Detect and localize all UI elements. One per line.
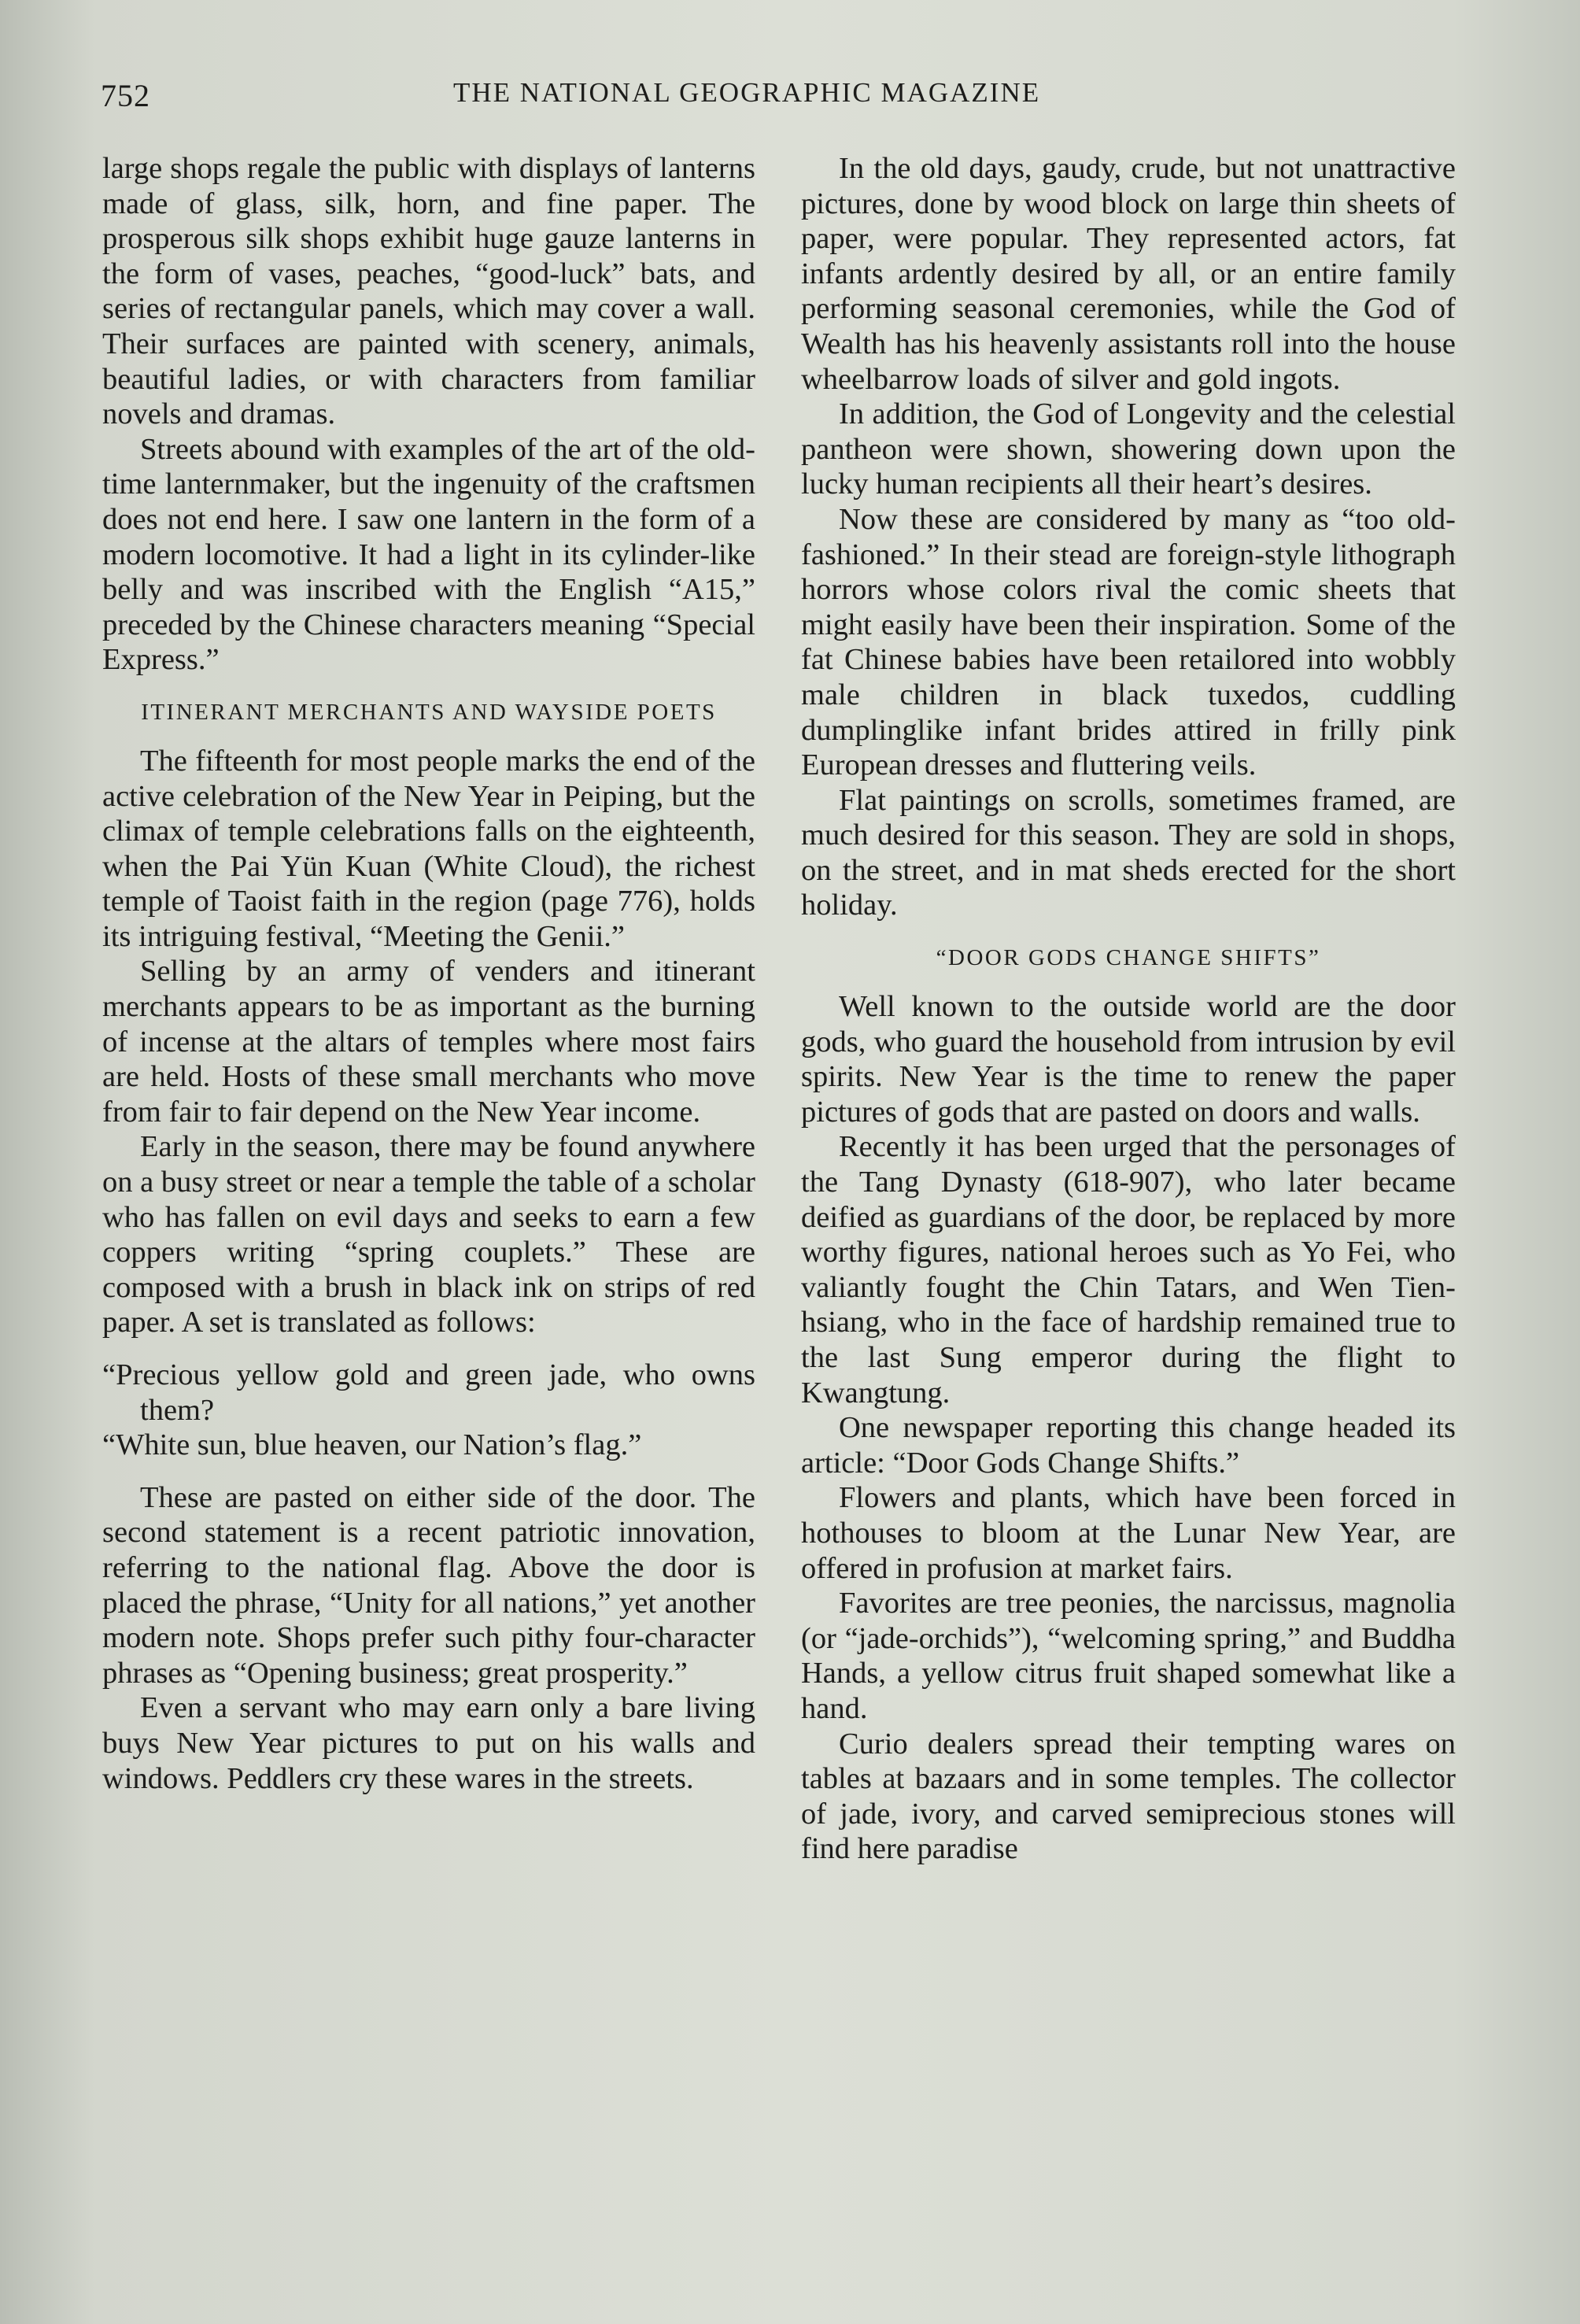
left-column — [102, 151, 755, 1796]
paragraph: Even a servant who may earn only a bare living buys New Year pictures to put on his walls and windows. Peddlers cry these wares in the streets. — [102, 1691, 755, 1795]
couplet-line: “Precious yellow gold and green jade, who owns them? — [102, 1358, 755, 1427]
paragraph: Recently it has been urged that the personages of the Tang Dynasty (618-907), who later became deified as guardians of the door, be replaced by more worthy figures, national heroes such as Yo Fei, who valiantly fought the Chin Tatars, and Wen Tien-hsiang, who in the face of hardship remained true to the last Sung emperor during the flight to Kwangtung. — [801, 1130, 1456, 1410]
paragraph: Well known to the outside world are the door gods, who guard the household from intrusion by evil spirits. New Year is the time to renew the paper pictures of gods that are pasted on doors and walls. — [801, 990, 1456, 1129]
section-heading: ITINERANT MERCHANTS AND WAYSIDE POETS — [141, 699, 717, 725]
section-heading: “DOOR GODS CHANGE SHIFTS” — [936, 945, 1321, 971]
paragraph: large shops regale the public with displays of lanterns made of glass, silk, horn, and fine paper. The prosperous silk shops exhibit huge gauze lanterns in the form of vases, peaches, “good-luck” bats, and series of rectangular panels, which may cover a wall. Their surfaces are painted with scenery, animals, beautiful ladies, or with characters from familiar novels and dramas. — [102, 152, 755, 431]
paragraph: One newspaper reporting this change headed its article: “Door Gods Change Shifts.” — [801, 1411, 1456, 1480]
paragraph: In addition, the God of Longevity and the celestial pantheon were shown, showering down upon the lucky human recipients all their heart’s desires. — [801, 397, 1456, 501]
paragraph: Now these are considered by many as “too old-fashioned.” In their stead are foreign-style lithograph horrors whose colors rival the comic sheets that might easily have been their inspiration. Some of the fat Chinese babies have been retailored into wobbly male children in black tuxedos, cuddling dumplinglike infant brides attired in frilly pink European dresses and fluttering veils. — [801, 502, 1456, 782]
paragraph: Curio dealers spread their tempting wares on tables at bazaars and in some temples. The collector of jade, ivory, and carved semiprecious stones will find here paradise — [801, 1727, 1456, 1866]
couplet-line: “White sun, blue heaven, our Nation’s flag.” — [102, 1428, 642, 1462]
paragraph: Selling by an army of venders and itinerant merchants appears to be as important as the burning of incense at the altars of temples where most fairs are held. Hosts of these small merchants who move from fair to fair depend on the New Year income. — [102, 955, 755, 1129]
right-column — [801, 151, 1456, 1867]
paragraph: These are pasted on either side of the door. The second statement is a recent patriotic innovation, referring to the national flag. Above the door is placed the phrase, “Unity for all nations,” yet another modern note. Shops prefer such pithy four-character phrases as “Opening business; great prosperity.” — [102, 1480, 755, 1690]
paragraph: Flowers and plants, which have been forced in hothouses to bloom at the Lunar New Year, are offered in profusion at market fairs. — [801, 1481, 1456, 1585]
page-header — [101, 77, 1486, 124]
running-title: THE NATIONAL GEOGRAPHIC MAGAZINE — [453, 77, 1041, 108]
paragraph: Early in the season, there may be found anywhere on a busy street or near a temple the table of a scholar who has fallen on evil days and seeks to earn a few coppers writing “spring couplets.” These are composed with a brush in black ink on strips of red paper. A set is translated as follows: — [102, 1130, 755, 1339]
paragraph: Flat paintings on scrolls, sometimes framed, are much desired for this season. They are sold in shops, on the street, and in mat sheds erected for the short holiday. — [801, 783, 1456, 922]
couplet-quote — [102, 1358, 755, 1463]
paragraph: The fifteenth for most people marks the end of the active celebration of the New Year in Peiping, but the climax of temple celebrations falls on the eighteenth, when the Pai Yün Kuan (White Cloud), the richest temple of Taoist faith in the region (page 776), holds its intriguing festival, “Meeting the Genii.” — [102, 744, 755, 953]
paragraph: Streets abound with examples of the art of the old-time lanternmaker, but the ingenuity of the craftsmen does not end here. I saw one lantern in the form of a modern locomotive. It had a light in its cylinder-like belly and was inscribed with the English “A15,” preceded by the Chinese characters meaning “Special Express.” — [102, 432, 755, 677]
paragraph: In the old days, gaudy, crude, but not unattractive pictures, done by wood block on large thin sheets of paper, were popular. They represented actors, fat infants ardently desired by all, or an entire family performing seasonal ceremonies, while the God of Wealth has his heavenly assistants roll into the house wheelbarrow loads of silver and gold ingots. — [801, 152, 1456, 396]
page-number: 752 — [101, 78, 150, 113]
paragraph: Favorites are tree peonies, the narcissus, magnolia (or “jade-orchids”), “welcoming spring,” and Buddha Hands, a yellow citrus fruit shaped somewhat like a hand. — [801, 1587, 1456, 1725]
